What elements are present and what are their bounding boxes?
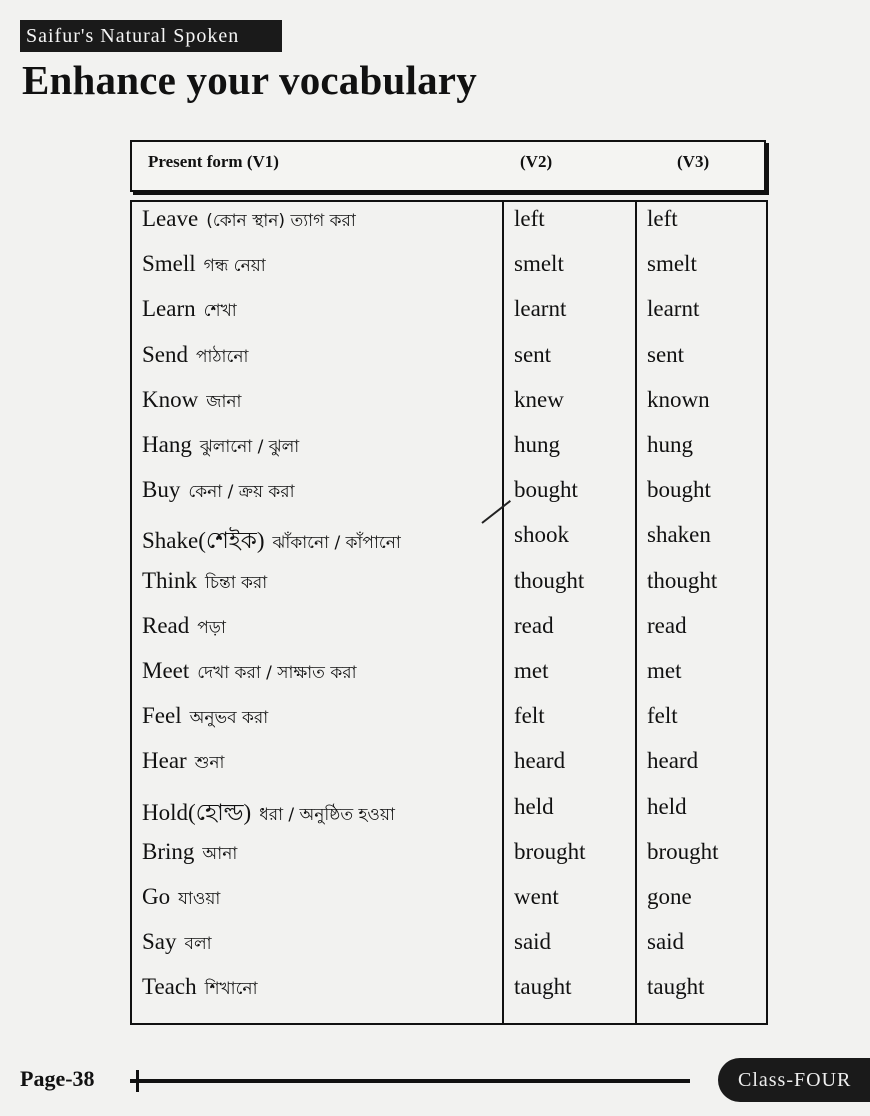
verb-v1: Hear [142, 748, 187, 774]
bangla-meaning: গন্ধ নেয়া [203, 256, 266, 277]
verb-v3: brought [647, 838, 719, 864]
bangla-meaning: আনা [202, 843, 238, 864]
verb-v3: taught [647, 974, 705, 1000]
table-row [132, 880, 766, 925]
table-row [132, 247, 766, 292]
present-form-cell [142, 296, 237, 326]
brand-banner: Saifur's Natural Spoken [20, 20, 282, 52]
bangla-meaning: বলা [184, 934, 212, 955]
table-row [132, 744, 766, 789]
verb-v3: known [647, 386, 710, 412]
verb-v3: read [647, 612, 687, 638]
verb-v2: went [514, 884, 559, 909]
verb-v2: learnt [514, 296, 567, 322]
present-form-cell [142, 929, 212, 959]
table-row [132, 428, 766, 473]
verb-v2: brought [514, 838, 586, 864]
column-header-v3: (V3) [677, 152, 710, 171]
verb-v2: smelt [514, 251, 564, 277]
table-row [132, 473, 766, 518]
verb-v3: held [647, 793, 687, 819]
bangla-meaning: (কোন স্থান) ত্যাগ করা [206, 211, 356, 231]
verb-v2: sent [514, 341, 552, 367]
verb-v1: Send [142, 341, 188, 367]
verb-v2: met [514, 658, 549, 683]
table-row [132, 338, 766, 383]
verb-v3: gone [647, 884, 692, 909]
bangla-meaning: কেনা / ক্রয় করা [188, 482, 295, 503]
present-form-cell [142, 387, 241, 417]
verb-v2: knew [514, 386, 564, 412]
bangla-meaning: শুনা [194, 753, 225, 774]
verb-v1: Say [142, 929, 177, 955]
bangla-meaning: ধরা / অনুষ্ঠিত হওয়া [259, 804, 395, 825]
class-badge: Class-FOUR [718, 1058, 870, 1102]
bangla-meaning: ঝুলানো / ঝুলা [199, 437, 300, 457]
verb-v3: met [647, 658, 682, 683]
bangla-meaning: পাঠানো [196, 346, 249, 367]
verb-v2: shook [514, 522, 569, 548]
table-row [132, 383, 766, 428]
verb-v1: Go [142, 884, 171, 909]
bangla-meaning: অনুভব করা [189, 708, 269, 729]
verb-v3: shaken [647, 522, 711, 548]
verb-v2: felt [514, 703, 545, 729]
table-header [130, 140, 766, 192]
verb-v2: hung [514, 432, 560, 457]
verb-v2: left [514, 206, 545, 231]
verb-v3: thought [647, 567, 718, 593]
bangla-meaning: যাওয়া [178, 889, 221, 909]
verb-v3: smelt [647, 251, 697, 277]
verb-v1: Leave [142, 206, 199, 231]
verb-v3: left [647, 206, 678, 231]
verb-v1: Think [142, 567, 197, 593]
present-form-cell [142, 839, 237, 869]
verb-v1: Bring [142, 838, 195, 864]
table-row [132, 699, 766, 744]
verb-v1: Know [142, 386, 199, 412]
page-number: Page-38 [20, 1066, 95, 1091]
bangla-meaning: শেখা [203, 301, 237, 322]
present-form-cell [142, 658, 357, 688]
column-header-v1: Present form (V1) [148, 152, 279, 171]
bangla-meaning: জানা [206, 391, 242, 412]
verb-v1: Teach [142, 974, 197, 1000]
verb-v3: hung [647, 432, 693, 457]
page-title: Enhance your vocabulary [22, 57, 477, 103]
present-form-cell [142, 342, 248, 372]
footer-rule [130, 1079, 690, 1083]
verb-v3: heard [647, 748, 699, 774]
verb-v1: Learn [142, 296, 196, 322]
verb-v1: Feel [142, 703, 182, 729]
bangla-meaning: পড়া [197, 617, 226, 638]
present-form-cell [142, 884, 220, 914]
table-row [132, 654, 766, 699]
verb-v2: read [514, 612, 554, 638]
present-form-cell [142, 703, 268, 733]
table-row [132, 292, 766, 337]
verb-v1: Buy [142, 477, 181, 503]
bangla-meaning: শিখানো [204, 979, 258, 1000]
table-row [132, 925, 766, 970]
verb-v1: Read [142, 612, 190, 638]
verb-table [130, 200, 768, 1025]
table-row [132, 790, 766, 835]
verb-v3: sent [647, 341, 685, 367]
bangla-meaning: চিন্তা করা [204, 572, 268, 593]
verb-v3: learnt [647, 296, 700, 322]
verb-v2: said [514, 929, 552, 955]
present-form-cell [142, 251, 266, 281]
present-form-cell [142, 522, 401, 561]
table-row [132, 564, 766, 609]
present-form-cell [142, 477, 295, 507]
table-row [132, 518, 766, 563]
column-header-v2: (V2) [520, 152, 553, 171]
verb-v2: thought [514, 567, 585, 593]
present-form-cell [142, 568, 267, 598]
present-form-cell [142, 613, 226, 643]
verb-v3: bought [647, 477, 711, 503]
table-row [132, 202, 766, 247]
table-row [132, 835, 766, 880]
verb-v3: said [647, 929, 685, 955]
bangla-meaning: ঝাঁকানো / কাঁপানো [272, 533, 401, 554]
present-form-cell [142, 974, 258, 1004]
present-form-cell [142, 794, 395, 833]
table-row [132, 970, 766, 1015]
verb-v2: taught [514, 974, 572, 1000]
verb-v1: Meet [142, 658, 190, 683]
bangla-meaning: দেখা করা / সাক্ষাত করা [197, 663, 357, 683]
verb-v2: bought [514, 477, 578, 503]
verb-v1: Shake(শেইক) [142, 528, 265, 554]
present-form-cell [142, 432, 299, 462]
table-row [132, 609, 766, 654]
verb-v1: Smell [142, 251, 196, 277]
verb-v1: Hang [142, 432, 192, 457]
verb-v1: Hold(হোল্ড) [142, 799, 252, 825]
present-form-cell [142, 748, 224, 778]
present-form-cell [142, 206, 356, 236]
verb-v2: held [514, 793, 554, 819]
verb-v2: heard [514, 748, 566, 774]
verb-v3: felt [647, 703, 678, 729]
